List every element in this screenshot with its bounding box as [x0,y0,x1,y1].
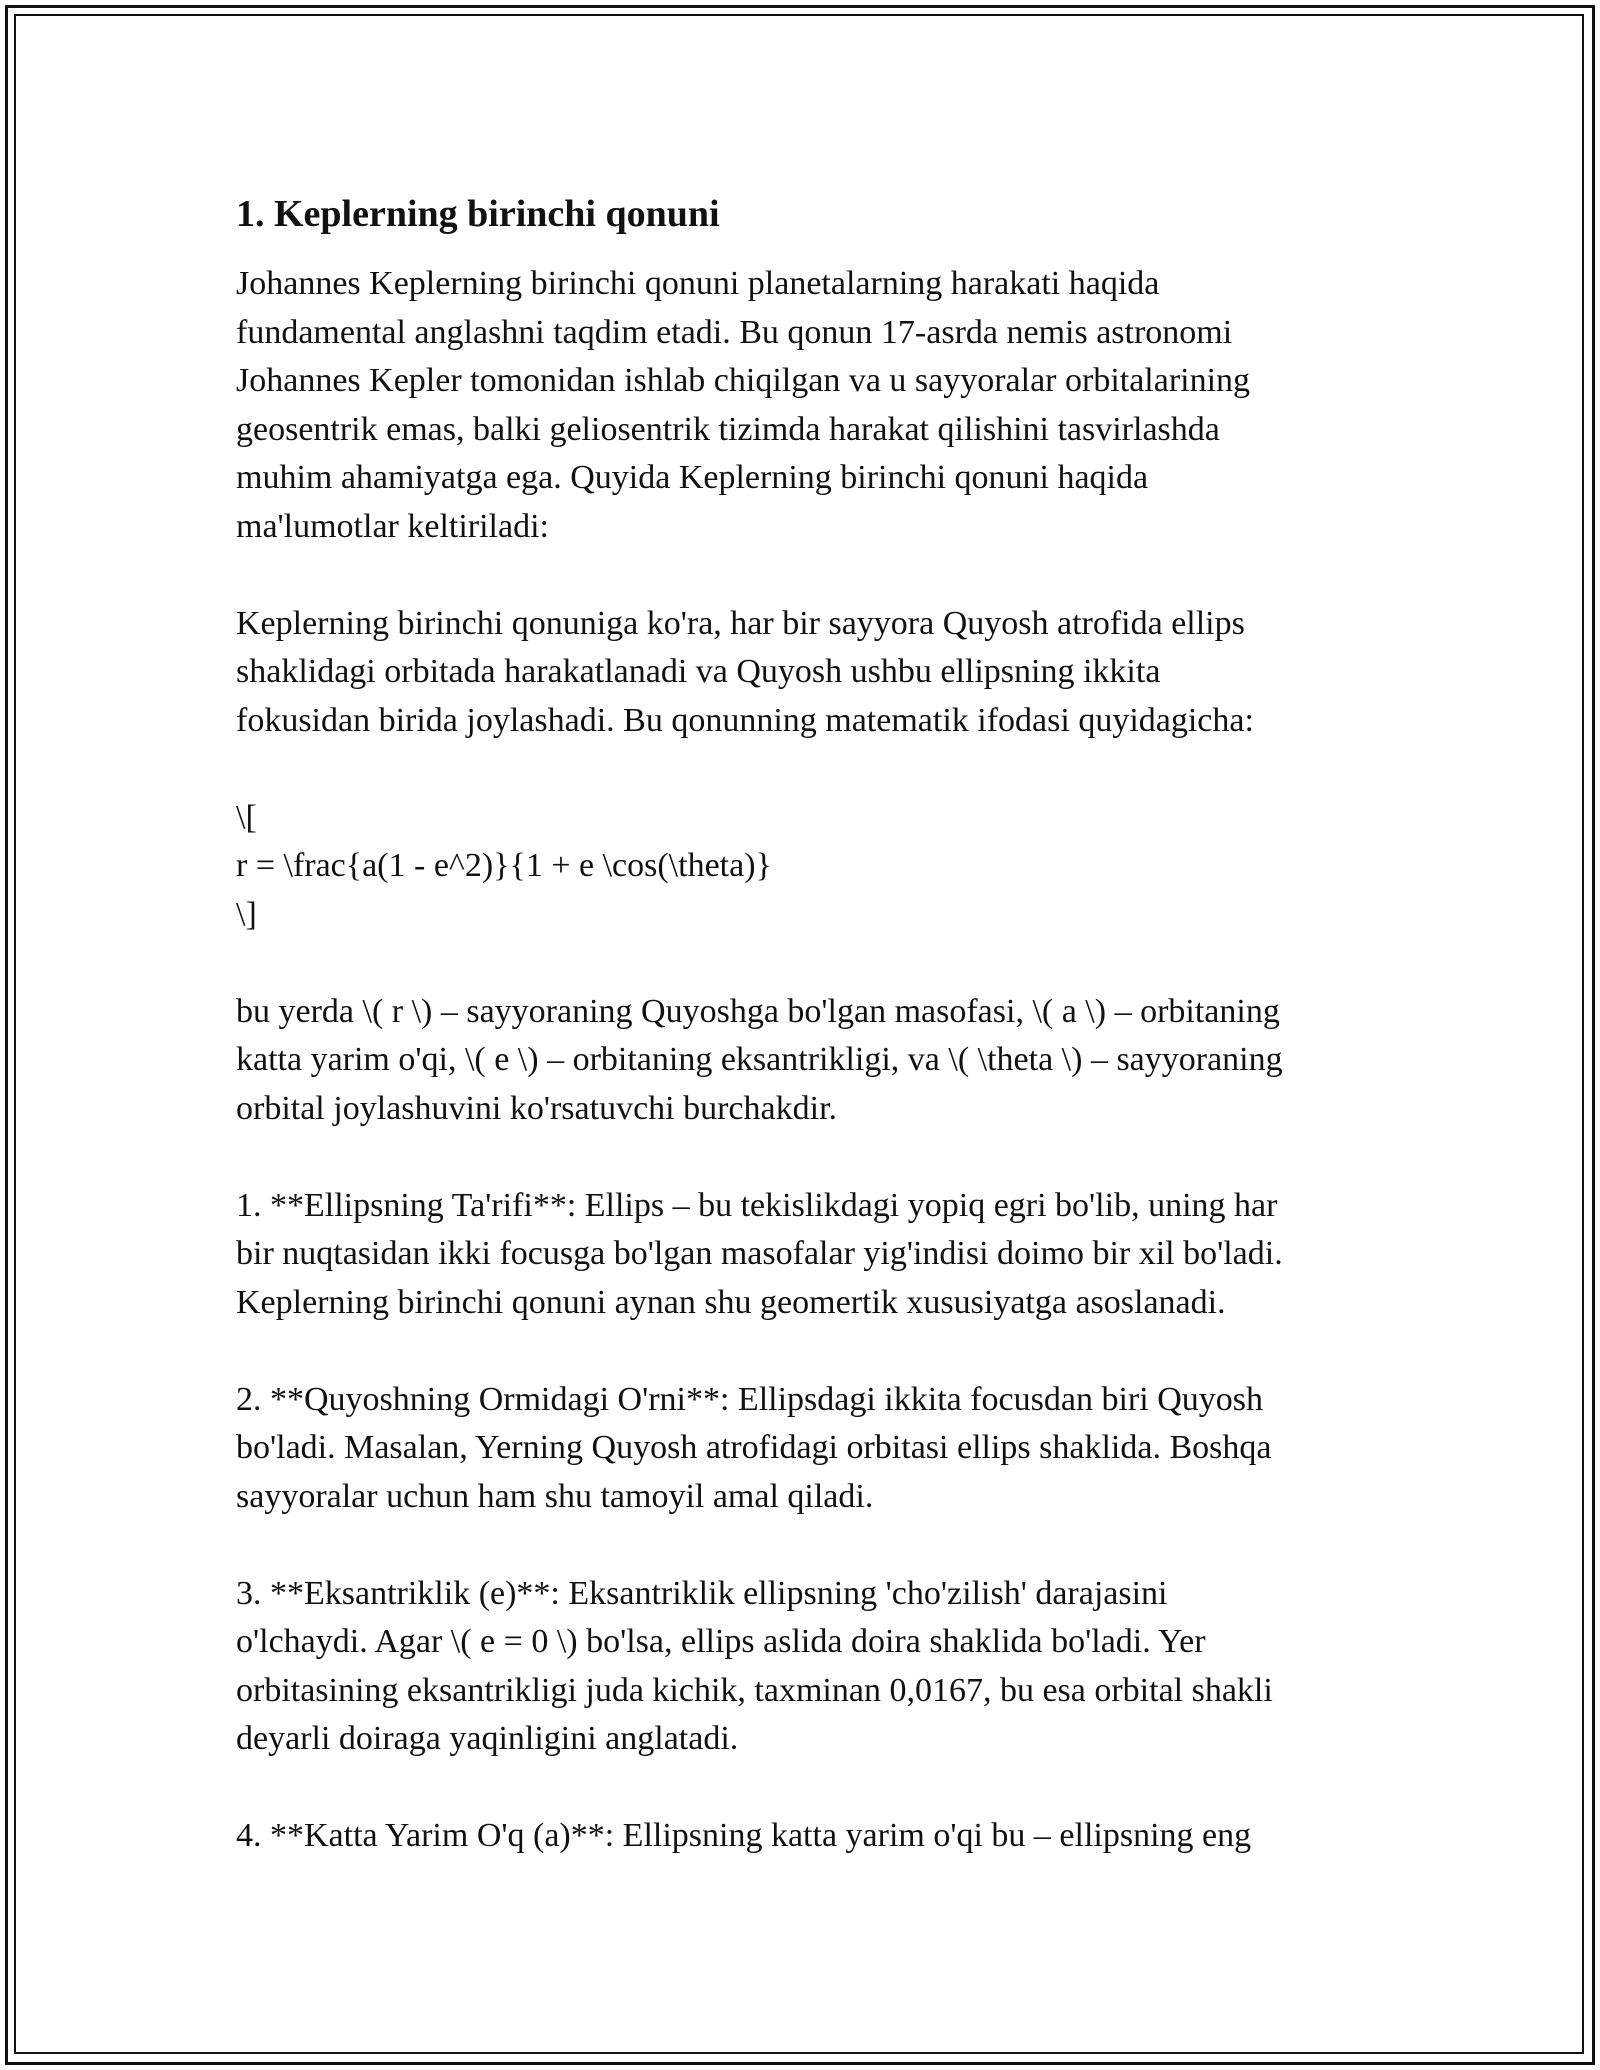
list-item-semi-major-axis: 4. **Katta Yarim O'q (a)**: Ellipsning katta yarim o'qi bu – ellipsning eng [236,1817,1252,1854]
formula-block: \[ r = \frac{a(1 - e^2)}{1 + e \cos(\theta)} \] [236,798,772,933]
paragraph-law-statement: Keplerning birinchi qonuniga ko'ra, har bir sayyora Quyosh atrofida ellips shaklidagi orbitada harakatlanadi va Quyosh ushbu ellipsning ikkita fokusidan birida joylashadi. Bu qonunning matematik ifodasi quyidagicha: [236,604,1254,739]
list-item-sun-position: 2. **Quyoshning Ormidagi O'rni**: Ellipsdagi ikkita focusdan biri Quyosh bo'ladi. Masalan, Yerning Quyosh atrofidagi orbitasi ellips shaklida. Boshqa sayyoralar uchun ham shu tamoyil amal qiladi. [236,1380,1272,1515]
paragraph-variables: bu yerda \( r \) – sayyoraning Quyoshga bo'lgan masofasi, \( a \) – orbitaning katta yarim o'qi, \( e \) – orbitaning eksantrikligi, va \( \theta \) – sayyoraning orbital joylashuvini ko'rsatuvchi burchakdir. [236,992,1283,1127]
paragraph-intro: Johannes Keplerning birinchi qonuni planetalarning harakati haqida fundamental anglashni taqdim etadi. Bu qonun 17-asrda nemis astronomi Johannes Kepler tomonidan ishlab chiqilgan va u sayyoralar orbitalarining geosentrik emas, balki geliosentrik tizimda harakat qilishini tasvirlashda muhim ahamiyatga ega. Quyida Keplerning birinchi qonuni haqida ma'lumotlar keltiriladi: [236,265,1251,545]
document-body [236,186,1376,1909]
section-heading: 1. Keplerning birinchi qonuni [236,193,720,235]
list-item-ellipse-definition: 1. **Ellipsning Ta'rifi**: Ellips – bu tekislikdagi yopiq egri bo'lib, uning har bir nuqtasidan ikki focusga bo'lgan masofalar yig'indisi doimo bir xil bo'ladi. Keplerning birinchi qonuni aynan shu geomertik xususiyatga asoslanadi. [236,1186,1283,1321]
list-item-eccentricity: 3. **Eksantriklik (e)**: Eksantriklik ellipsning 'cho'zilish' darajasini o'lchaydi. Agar \( e = 0 \) bo'lsa, ellips aslida doira shaklida bo'ladi. Yer orbitasining eksantrikligi juda kichik, taxminan 0,0167, bu esa orbital shakli deyarli doiraga yaqinligini anglatadi. [236,1574,1273,1757]
